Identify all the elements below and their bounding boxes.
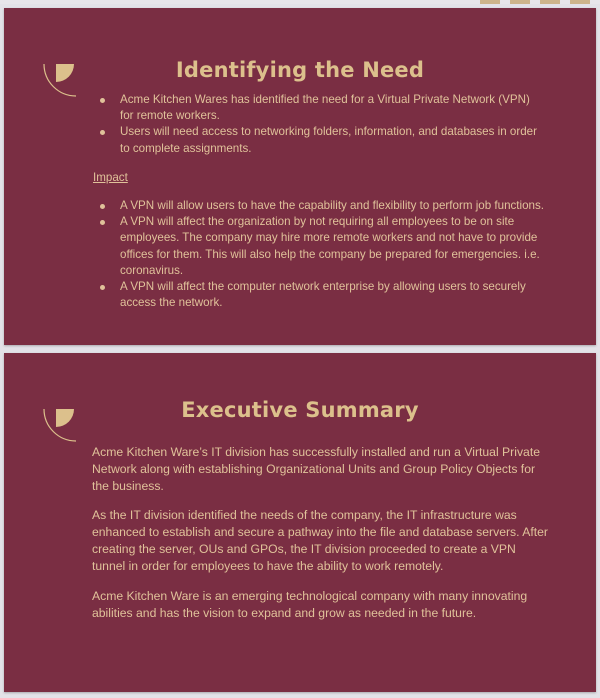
color-swatch — [480, 0, 500, 4]
list-item: A VPN will affect the computer network enterprise by allowing users to securely access the network. — [93, 279, 545, 311]
list-item: Users will need access to networking folders, information, and databases in order to complete assignments. — [93, 124, 543, 156]
need-bullet-list — [93, 92, 543, 157]
impact-bullet-list — [93, 198, 545, 311]
slide-executive-summary[interactable] — [4, 353, 596, 692]
color-swatch — [540, 0, 560, 4]
list-item: Acme Kitchen Wares has identified the need for a Virtual Private Network (VPN) for remote workers. — [93, 92, 543, 124]
slide-title: Executive Summary — [181, 398, 419, 422]
summary-paragraph: Acme Kitchen Ware’s IT division has successfully installed and run a Virtual Private Network along with establishing Organizational Units and Group Policy Objects for the business. — [92, 445, 540, 493]
impact-heading: Impact — [93, 171, 128, 184]
list-item: A VPN will allow users to have the capability and flexibility to perform job functions. — [93, 198, 545, 214]
color-swatch — [510, 0, 530, 4]
slide-identifying-the-need[interactable] — [4, 8, 596, 345]
slide-title: Identifying the Need — [175, 58, 425, 82]
summary-paragraph: As the IT division identified the needs of the company, the IT infrastructure was enhanced to establish and secure a pathway into the file and database servers. After creating the server, OUs and GPOs, the IT division proceeded to create a VPN tunnel in order for employees to have the ability to work remotely. — [92, 508, 548, 573]
color-swatch — [570, 0, 590, 4]
list-item: A VPN will affect the organization by not requiring all employees to be on site employees. The company may hire more remote workers and not have to provide offices for them. This will also help the company be prepared for emergencies. i.e. coronavirus. — [93, 214, 545, 279]
summary-paragraph: Acme Kitchen Ware is an emerging technological company with many innovating abilities and has the vision to expand and grow as needed in the future. — [92, 589, 528, 620]
top-strip — [0, 0, 600, 4]
